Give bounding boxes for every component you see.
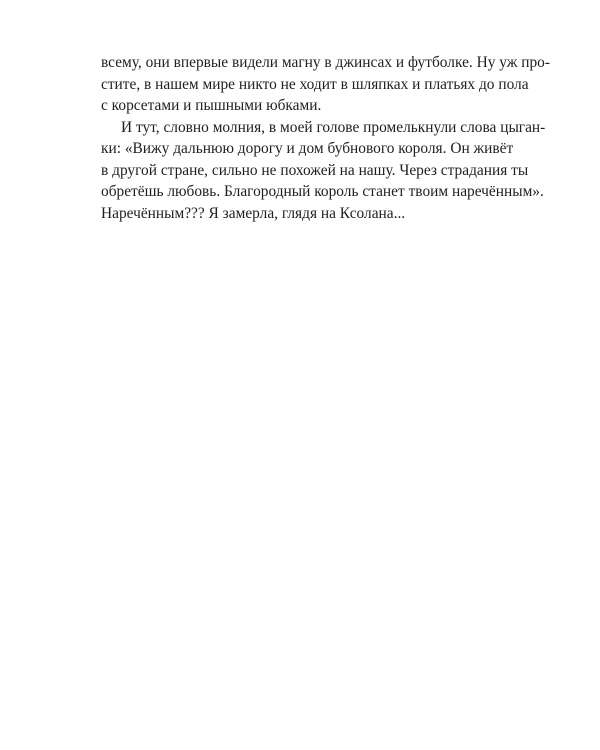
text-line: И тут, словно молния, в моей голове промелькнули слова цыган- — [121, 118, 546, 136]
page-text — [101, 52, 550, 224]
text-line: ки: «Вижу дальнюю дорогу и дом бубнового короля. Он живёт — [101, 140, 514, 157]
text-line: с корсетами и пышными юбками. — [101, 97, 322, 114]
text-line: обретёшь любовь. Благородный король станет твоим наречённым». — [101, 183, 544, 200]
text-line: стите, в нашем мире никто не ходит в шляпках и платьях до пола — [101, 75, 529, 93]
paragraph-1 — [101, 52, 550, 117]
paragraph-2 — [101, 117, 546, 225]
text-line: всему, они впервые видели магну в джинсах и футболке. Ну уж про- — [101, 54, 550, 71]
text-line: в другой стране, сильно не похожей на нашу. Через страдания ты — [101, 161, 529, 179]
text-line: Наречённым??? Я замерла, глядя на Ксолана... — [101, 204, 406, 222]
